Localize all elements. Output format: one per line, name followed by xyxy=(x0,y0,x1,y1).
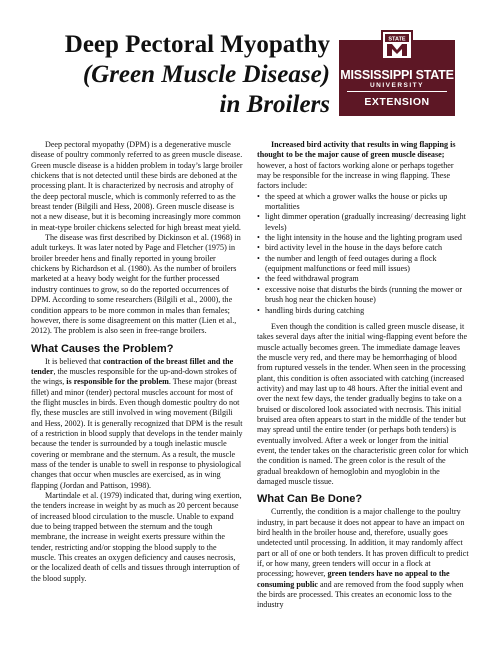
causes-p1-text-a: It is believed that xyxy=(45,356,103,366)
brand-divider xyxy=(347,91,447,92)
brand-university: UNIVERSITY xyxy=(369,82,424,89)
action-p1-text-b: and are removed from the food supply when the birds are processed. This creates an economic loss to the industry xyxy=(257,579,464,610)
causes-p1-text-c: . These major (breast fillet) and minor (tender) pectoral muscles account for most of the flight muscles in birds. Even though domestic poultry do not fly, these muscles are still involved in wing movement (Bilgili and Hess, 2002). It is generally recognized that DPM is the result of a restriction in blood supply that develops in the tender mainly because the tender is surrounded by a tough inelastic muscle covering or membrane and the sternum. As a result, the muscle mass of the tender is unable to swell in response to physiological changes that occur when muscles are exercised, as in wing flapping (Jordan and Pattison, 1998). xyxy=(31,377,243,490)
flapping-p1-bold: Increased bird activity that results in wing flapping is thought to be the major cause of green muscle disease; xyxy=(257,140,456,160)
right-column xyxy=(257,140,469,611)
document-title xyxy=(60,30,330,120)
state-m-logo-icon xyxy=(381,30,413,60)
title-line-2: (Green Muscle Disease) xyxy=(82,61,330,88)
intro-paragraph-2: The disease was first described by Dickinson et al. (1968) in adult turkeys. It was later noted by Page and Fletcher (1975) in broiler breeder hens and finally reported in young broiler chickens by Richardson et al. (1980). As the number of broilers marketed at a heavy body weight for the further processed industry continues to grow, so do the reported occurrences of DPM. According to some researchers (Bilgili et al., 2000), the condition appears to be more common in males than females; however, there is some disagreement on this matter (Lien et al., 2012). The problem is also seen in free-range broilers. xyxy=(31,233,241,336)
causes-p1-text-b: , the muscles responsible for the up-and-down strokes of the wings, xyxy=(31,366,237,387)
list-item: • the number and length of feed outages during a flock (equipment malfunctions or feed mill issues) xyxy=(257,254,469,275)
flapping-paragraph-2: Even though the condition is called green muscle disease, it takes several days after the initial wing-flapping event before the muscle actually becomes green. The immediate damage leaves the muscle very red, and there may be hemorrhaging of blood from ruptured vessels in the tender. When seen in the processing plant, this condition is often associated with catching (increased activity) and may last up to 48 hours. After the initial event and over the next few days, the tender gradually begins to take on a bruised or discolored look associated with necrosis. This initial bruised area often appears to start in the middle of the tender but may spread until the entire tender (or perhaps both tenders) is eventually involved. After a week or longer from the initial event, the tender takes on the characteristic green color for which the condition is named. The green color is the result of the gradual breakdown of hemoglobin and myoglobin in the damaged muscle tissue. xyxy=(257,321,469,486)
left-column xyxy=(31,140,243,584)
brand-name: MISSISSIPPI STATE xyxy=(340,68,454,82)
brand-extension: EXTENSION xyxy=(364,96,430,108)
section-heading-causes: What Causes the Problem? xyxy=(31,342,174,355)
flapping-paragraph-1 xyxy=(257,140,469,192)
causes-p1-bold-b: is responsible for the problem xyxy=(66,377,169,387)
list-item: • the light intensity in the house and the lighting program used xyxy=(257,233,469,243)
intro-paragraph-1: Deep pectoral myopathy (DPM) is a degenerative muscle disease of poultry commonly referred to as green muscle disease. Green muscle disease is a hidden problem in today’s large broiler chickens that is not detected until these birds are deboned at the processing plant. It is characterized by necrosis and atrophy of the deep pectoral muscle, which is commonly referred to as the breast tender (Bilgili and Hess, 2008). Green muscle disease is not a new disease, but it is becoming increasingly more common in meat-type broiler chickens selected for high breast meat yield. xyxy=(31,140,243,232)
list-item: • the speed at which a grower walks the house or picks up mortalities xyxy=(257,192,469,213)
causes-paragraph-2: Martindale et al. (1979) indicated that, during wing exertion, the tenders increase in weight by as much as 20 percent because of increased blood circulation to the muscle. Unable to expand due to being trapped between the sternum and the tough membrane, the increase in weight exerts pressure within the tender, restricting and/or stopping the blood supply to the muscle. This creates an oxygen deficiency and causes necrosis, or the localized death of cells and tissues through interruption of the blood supply. xyxy=(31,491,242,583)
list-item: • handling birds during catching xyxy=(257,306,469,316)
section-heading-action: What Can Be Done? xyxy=(257,493,363,506)
list-item: • the feed withdrawal program xyxy=(257,274,469,284)
title-line-1: Deep Pectoral Myopathy xyxy=(64,31,330,58)
msu-extension-logo xyxy=(339,36,455,116)
action-p1-bold: green tenders have no appeal to the consuming public xyxy=(257,569,450,589)
causes-p1-bold-a: contraction of the breast fillet and the tender xyxy=(31,356,234,376)
flapping-p1-text: however, a host of factors working alone or perhaps together may be responsible for the increase in wing flapping. These factors include: xyxy=(257,160,454,191)
causes-paragraph-1 xyxy=(31,357,243,491)
title-line-3: in Broilers xyxy=(219,91,330,118)
list-item: • excessive noise that disturbs the birds (running the mower or brush hog near the chicken house) xyxy=(257,285,469,306)
list-item: • bird activity level in the house in the days before catch xyxy=(257,243,469,253)
factor-list xyxy=(257,192,469,316)
action-p1-text-a: Currently, the condition is a major challenge to the poultry industry, in part because it does not appear to have an impact on bird health in the broiler house and, therefore, usually goes undetected until processing. In addition, it may randomly affect part or all of one or both tenders. It has proven difficult to predict if, or how many, green tenders will occur in a flock at processing; however, xyxy=(257,507,469,579)
svg-text:STATE: STATE xyxy=(388,36,406,43)
list-item: • light dimmer operation (gradually increasing/ decreasing light levels) xyxy=(257,212,469,233)
action-paragraph-1 xyxy=(257,507,469,610)
